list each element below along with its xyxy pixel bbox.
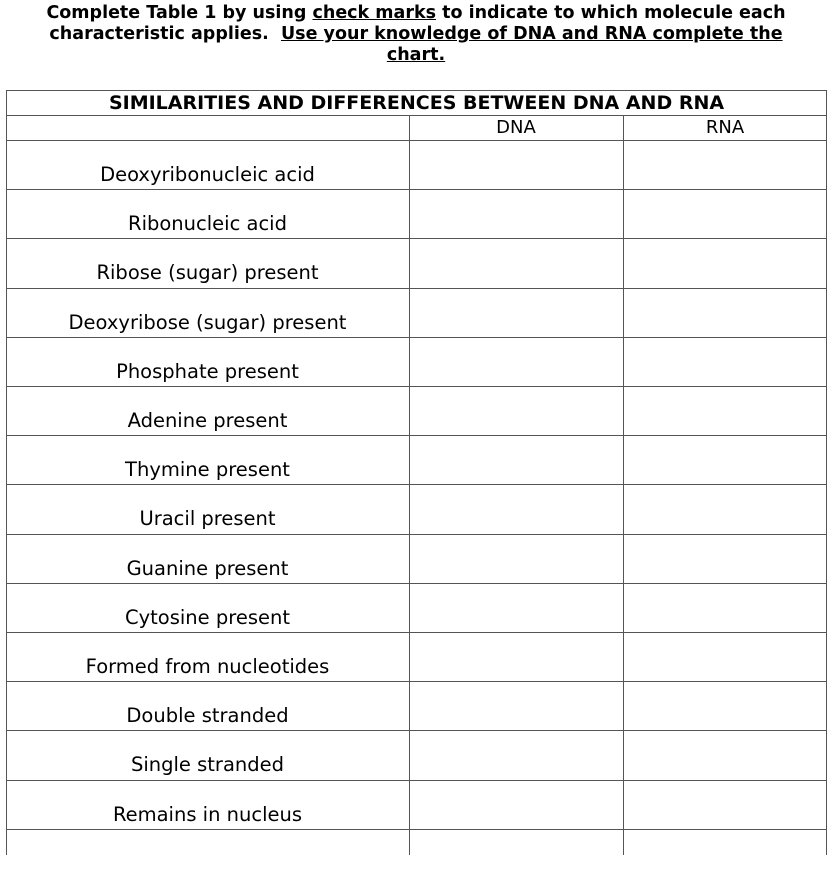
table-row <box>6 189 827 238</box>
dna-checkbox-cell[interactable] <box>409 289 623 337</box>
table-caption: SIMILARITIES AND DIFFERENCES BETWEEN DNA AND RNA <box>6 90 827 115</box>
dna-checkbox-cell[interactable] <box>409 781 623 829</box>
rna-checkbox-cell[interactable] <box>623 781 827 829</box>
characteristic-label: Deoxyribonucleic acid <box>100 163 315 186</box>
dna-checkbox-cell[interactable] <box>409 239 623 287</box>
table-row <box>6 681 827 730</box>
rna-checkbox-cell[interactable] <box>623 239 827 287</box>
characteristic-label: Deoxyribose (sugar) present <box>68 310 347 334</box>
rna-checkbox-cell[interactable] <box>623 289 827 337</box>
characteristic-label: Uracil present <box>139 507 276 531</box>
table-row <box>6 386 827 435</box>
dna-checkbox-cell[interactable] <box>409 535 623 583</box>
rna-checkbox-cell[interactable] <box>623 485 827 533</box>
dna-checkbox-cell[interactable] <box>409 141 623 189</box>
dna-checkbox-cell[interactable] <box>409 436 623 484</box>
rna-checkbox-cell[interactable] <box>623 731 827 779</box>
dna-checkbox-cell[interactable] <box>409 830 623 878</box>
table-row <box>6 238 827 287</box>
table-row <box>6 534 827 583</box>
characteristic-label: Thymine present <box>125 458 290 482</box>
table-row <box>6 730 827 779</box>
rna-checkbox-cell[interactable] <box>623 682 827 730</box>
characteristic-label: Remains in nucleus <box>112 802 303 826</box>
table-row <box>6 435 827 484</box>
dna-checkbox-cell[interactable] <box>409 387 623 435</box>
table-row <box>6 484 827 533</box>
instructions-underlined: Use your knowledge of DNA and RNA complete the <box>280 24 783 44</box>
table-row <box>6 632 827 681</box>
dna-checkbox-cell[interactable] <box>409 190 623 238</box>
instructions-underlined: chart. <box>386 45 446 65</box>
table-row <box>6 829 827 878</box>
instructions-text: to indicate to which molecule each <box>436 3 786 23</box>
table-row <box>6 288 827 337</box>
rna-checkbox-cell[interactable] <box>623 190 827 238</box>
column-divider-2 <box>623 115 624 855</box>
characteristic-label: Formed from nucleotides <box>85 655 330 678</box>
rna-checkbox-cell[interactable] <box>623 387 827 435</box>
rna-checkbox-cell[interactable] <box>623 633 827 681</box>
rna-checkbox-cell[interactable] <box>623 535 827 583</box>
dna-checkbox-cell[interactable] <box>409 485 623 533</box>
rna-checkbox-cell[interactable] <box>623 830 827 878</box>
dna-checkbox-cell[interactable] <box>409 338 623 386</box>
characteristic-label: Ribose (sugar) present <box>96 261 319 285</box>
table-row <box>6 780 827 829</box>
table-row <box>6 140 827 189</box>
instructions-text: characteristic applies. <box>49 24 281 44</box>
table-border-right <box>826 115 827 855</box>
rna-checkbox-cell[interactable] <box>623 584 827 632</box>
characteristic-label: Single stranded <box>130 753 285 777</box>
check-marks-emphasis: check marks <box>312 3 437 23</box>
table-row <box>6 583 827 632</box>
rna-checkbox-cell[interactable] <box>623 338 827 386</box>
header-rna: RNA <box>623 115 827 140</box>
instructions-line-1 <box>0 3 832 24</box>
dna-checkbox-cell[interactable] <box>409 633 623 681</box>
comparison-table <box>6 115 827 855</box>
rna-checkbox-cell[interactable] <box>623 141 827 189</box>
characteristic-label: Ribonucleic acid <box>128 212 287 236</box>
instructions-line-2 <box>0 24 832 45</box>
dna-checkbox-cell[interactable] <box>409 584 623 632</box>
characteristic-label: Double stranded <box>126 704 289 728</box>
header-characteristic <box>6 115 409 140</box>
column-divider-1 <box>409 115 410 855</box>
table-border-left <box>6 115 7 855</box>
instructions-text: Complete Table 1 by using <box>46 3 313 23</box>
characteristic-label: Phosphate present <box>116 359 299 383</box>
rna-checkbox-cell[interactable] <box>623 436 827 484</box>
instructions-line-3 <box>0 45 832 66</box>
characteristic-label: Adenine present <box>127 409 288 432</box>
header-dna: DNA <box>409 115 623 140</box>
instructions <box>0 3 832 66</box>
characteristic-label: Cytosine present <box>125 605 290 629</box>
dna-checkbox-cell[interactable] <box>409 682 623 730</box>
characteristic-label: Guanine present <box>126 556 289 580</box>
dna-checkbox-cell[interactable] <box>409 731 623 779</box>
table-row <box>6 337 827 386</box>
